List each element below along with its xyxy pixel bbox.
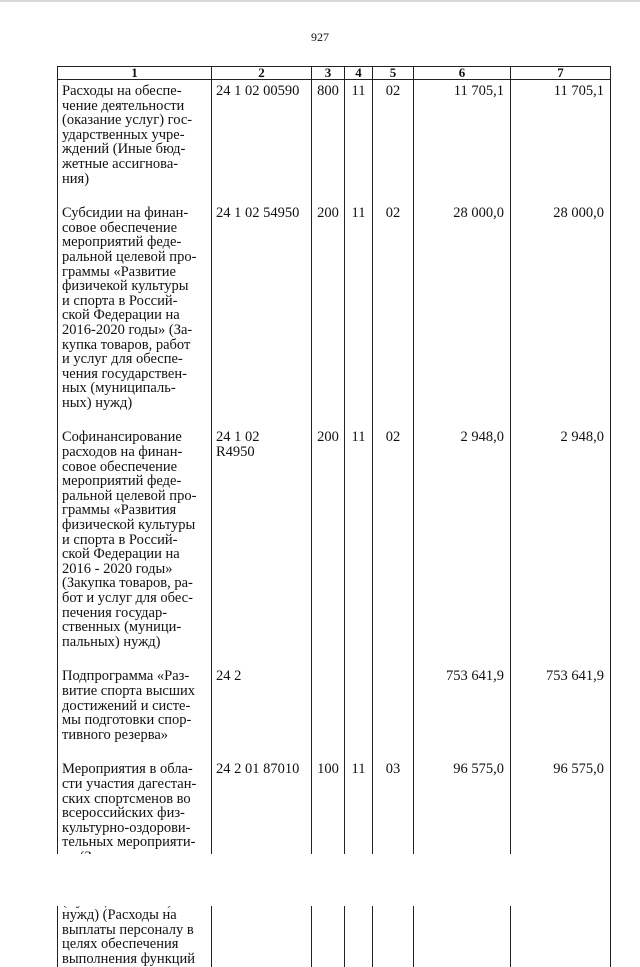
top-edge-shadow bbox=[0, 0, 640, 2]
description-line: мероприятий феде- bbox=[62, 473, 182, 490]
row-amount-col7: 2 948,0 bbox=[511, 426, 611, 649]
description-line: достижений и систе- bbox=[62, 697, 191, 714]
header-row bbox=[58, 67, 611, 80]
spacer-cell bbox=[58, 186, 212, 202]
spacer-cell bbox=[414, 649, 511, 665]
description-line: мы подготовки спор- bbox=[62, 712, 192, 729]
row-amount-col6: 28 000,0 bbox=[414, 202, 511, 410]
description-line: пальных) нужд) bbox=[62, 633, 161, 650]
row-description bbox=[58, 665, 212, 742]
row-amount-col7: 11 705,1 bbox=[511, 80, 611, 187]
row-target-code bbox=[212, 665, 312, 742]
table-row bbox=[58, 665, 611, 742]
row-spacer bbox=[58, 410, 611, 426]
description-line: расходов на финан- bbox=[62, 444, 183, 461]
header-col-1: 1 bbox=[58, 67, 212, 80]
spacer-cell bbox=[373, 742, 414, 758]
description-line: ской Федерации на bbox=[62, 307, 180, 324]
header-col-2: 2 bbox=[212, 67, 312, 80]
header-col-6: 6 bbox=[414, 67, 511, 80]
row-amount-col6: 753 641,9 bbox=[414, 665, 511, 742]
spacer-cell bbox=[511, 410, 611, 426]
row-amount-col7: 96 575,0 bbox=[511, 758, 611, 966]
description-line: чения государствен- bbox=[62, 365, 187, 382]
description-line: и спорта в Россий- bbox=[62, 292, 178, 309]
description-line: ния) bbox=[62, 170, 90, 187]
description-line: совое обеспечение bbox=[62, 458, 178, 475]
spacer-cell bbox=[511, 186, 611, 202]
description-line: культурно-оздорови- bbox=[62, 819, 191, 836]
description-line: граммы «Развития bbox=[62, 502, 177, 519]
row-amount-col6: 11 705,1 bbox=[414, 80, 511, 187]
spacer-cell bbox=[511, 649, 611, 665]
description-line: нужд) (Расходы на bbox=[62, 907, 177, 924]
budget-table-container bbox=[57, 66, 610, 967]
description-line: Субсидии на финан- bbox=[62, 205, 189, 222]
row-amount-col7: 28 000,0 bbox=[511, 202, 611, 410]
description-line: печения государ- bbox=[62, 604, 168, 621]
spacer-cell bbox=[212, 186, 312, 202]
description-line: выплаты персоналу в bbox=[62, 921, 194, 938]
row-target-code bbox=[212, 202, 312, 410]
row-amount-col6: 96 575,0 bbox=[414, 758, 511, 966]
description-line: (оказание услуг) гос- bbox=[62, 112, 193, 129]
description-line: тивного резерва» bbox=[62, 726, 169, 743]
spacer-cell bbox=[414, 186, 511, 202]
row-amount-col6: 2 948,0 bbox=[414, 426, 511, 649]
description-line: физической культуры bbox=[62, 517, 196, 534]
row-section: 11 bbox=[345, 202, 373, 410]
header-col-3: 3 bbox=[312, 67, 345, 80]
description-line: ральной целевой про- bbox=[62, 248, 197, 265]
description-line: ных (муниципаль- bbox=[62, 380, 176, 397]
spacer-cell bbox=[373, 186, 414, 202]
spacer-cell bbox=[212, 742, 312, 758]
row-expense-type: 800 bbox=[312, 80, 345, 187]
description-line: витие спорта высших bbox=[62, 682, 196, 699]
description-line: 2016-2020 годы» (За- bbox=[62, 321, 193, 338]
page-bottom-mask bbox=[57, 854, 610, 906]
budget-table bbox=[57, 66, 611, 967]
description-line: Расходы на обеспе- bbox=[62, 83, 182, 99]
spacer-cell bbox=[312, 410, 345, 426]
description-line: целях обеспечения bbox=[62, 936, 179, 953]
spacer-cell bbox=[312, 742, 345, 758]
row-expense-type: 200 bbox=[312, 202, 345, 410]
spacer-cell bbox=[414, 410, 511, 426]
row-target-code bbox=[212, 426, 312, 649]
code-line: 24 1 02 00590 bbox=[216, 83, 300, 99]
row-spacer bbox=[58, 186, 611, 202]
spacer-cell bbox=[414, 742, 511, 758]
spacer-cell bbox=[511, 742, 611, 758]
row-amount-col7: 753 641,9 bbox=[511, 665, 611, 742]
row-description bbox=[58, 426, 212, 649]
description-line: (Закупка товаров, ра- bbox=[62, 575, 193, 592]
description-line: ских спортсменов во bbox=[62, 790, 191, 807]
row-subsection: 02 bbox=[373, 80, 414, 187]
spacer-cell bbox=[312, 186, 345, 202]
row-subsection bbox=[373, 665, 414, 742]
spacer-cell bbox=[212, 649, 312, 665]
description-line: физичекой культуры bbox=[62, 278, 189, 295]
description-line: совое обеспечение bbox=[62, 219, 178, 236]
row-expense-type: 200 bbox=[312, 426, 345, 649]
description-line: и услуг для обеспе- bbox=[62, 351, 183, 368]
code-line: 24 2 bbox=[216, 668, 242, 685]
spacer-cell bbox=[373, 649, 414, 665]
spacer-cell bbox=[345, 649, 373, 665]
code-line: 24 1 02 bbox=[216, 429, 260, 446]
header-col-5: 5 bbox=[373, 67, 414, 80]
description-line: тельных мероприяти- bbox=[62, 834, 196, 851]
row-section bbox=[345, 665, 373, 742]
table-row bbox=[58, 426, 611, 649]
spacer-cell bbox=[312, 649, 345, 665]
spacer-cell bbox=[373, 410, 414, 426]
description-line: всероссийских физ- bbox=[62, 805, 185, 822]
description-line: купка товаров, работ bbox=[62, 336, 191, 353]
spacer-cell bbox=[58, 649, 212, 665]
row-section: 11 bbox=[345, 426, 373, 649]
description-line: Мероприятия в обла- bbox=[62, 761, 193, 778]
spacer-cell bbox=[58, 410, 212, 426]
row-spacer bbox=[58, 649, 611, 665]
description-line: Подпрограмма «Раз- bbox=[62, 668, 190, 685]
page-number: 927 bbox=[311, 30, 329, 44]
row-subsection: 02 bbox=[373, 426, 414, 649]
table-row bbox=[58, 202, 611, 410]
spacer-cell bbox=[345, 742, 373, 758]
description-line: выполнения функций bbox=[62, 951, 196, 967]
row-description bbox=[58, 202, 212, 410]
code-line: R4950 bbox=[216, 444, 255, 461]
row-expense-type bbox=[312, 665, 345, 742]
description-line: ской Федерации на bbox=[62, 546, 180, 563]
description-line: чение деятельности bbox=[62, 97, 185, 114]
row-target-code bbox=[212, 80, 312, 187]
description-line: 2016 - 2020 годы» bbox=[62, 560, 173, 577]
description-line: ждений (Иные бюд- bbox=[62, 141, 186, 158]
code-line: 24 1 02 54950 bbox=[216, 205, 300, 222]
description-line: ральной целевой про- bbox=[62, 487, 197, 504]
description-line: Софинансирование bbox=[62, 429, 182, 446]
spacer-cell bbox=[345, 410, 373, 426]
spacer-cell bbox=[58, 742, 212, 758]
table-body bbox=[58, 80, 611, 967]
description-line: граммы «Развитие bbox=[62, 263, 176, 280]
description-line: жетные ассигнова- bbox=[62, 155, 179, 172]
spacer-cell bbox=[345, 186, 373, 202]
row-spacer bbox=[58, 742, 611, 758]
description-line: мероприятий феде- bbox=[62, 234, 182, 251]
row-description bbox=[58, 80, 212, 187]
table-row bbox=[58, 80, 611, 187]
row-expense-type: 100 bbox=[312, 758, 345, 966]
description-line: ударственных учре- bbox=[62, 126, 185, 143]
code-line: 24 2 01 87010 bbox=[216, 761, 300, 778]
description-line: ных) нужд) bbox=[62, 394, 133, 411]
spacer-cell bbox=[212, 410, 312, 426]
row-section: 11 bbox=[345, 80, 373, 187]
row-subsection: 03 bbox=[373, 758, 414, 966]
description-line: ственных (муници- bbox=[62, 619, 182, 636]
header-col-7: 7 bbox=[511, 67, 611, 80]
row-section: 11 bbox=[345, 758, 373, 966]
description-line: сти участия дагестан- bbox=[62, 775, 197, 792]
row-subsection: 02 bbox=[373, 202, 414, 410]
header-col-4: 4 bbox=[345, 67, 373, 80]
description-line: бот и услуг для обес- bbox=[62, 590, 193, 606]
description-line: и спорта в Россий- bbox=[62, 531, 178, 548]
